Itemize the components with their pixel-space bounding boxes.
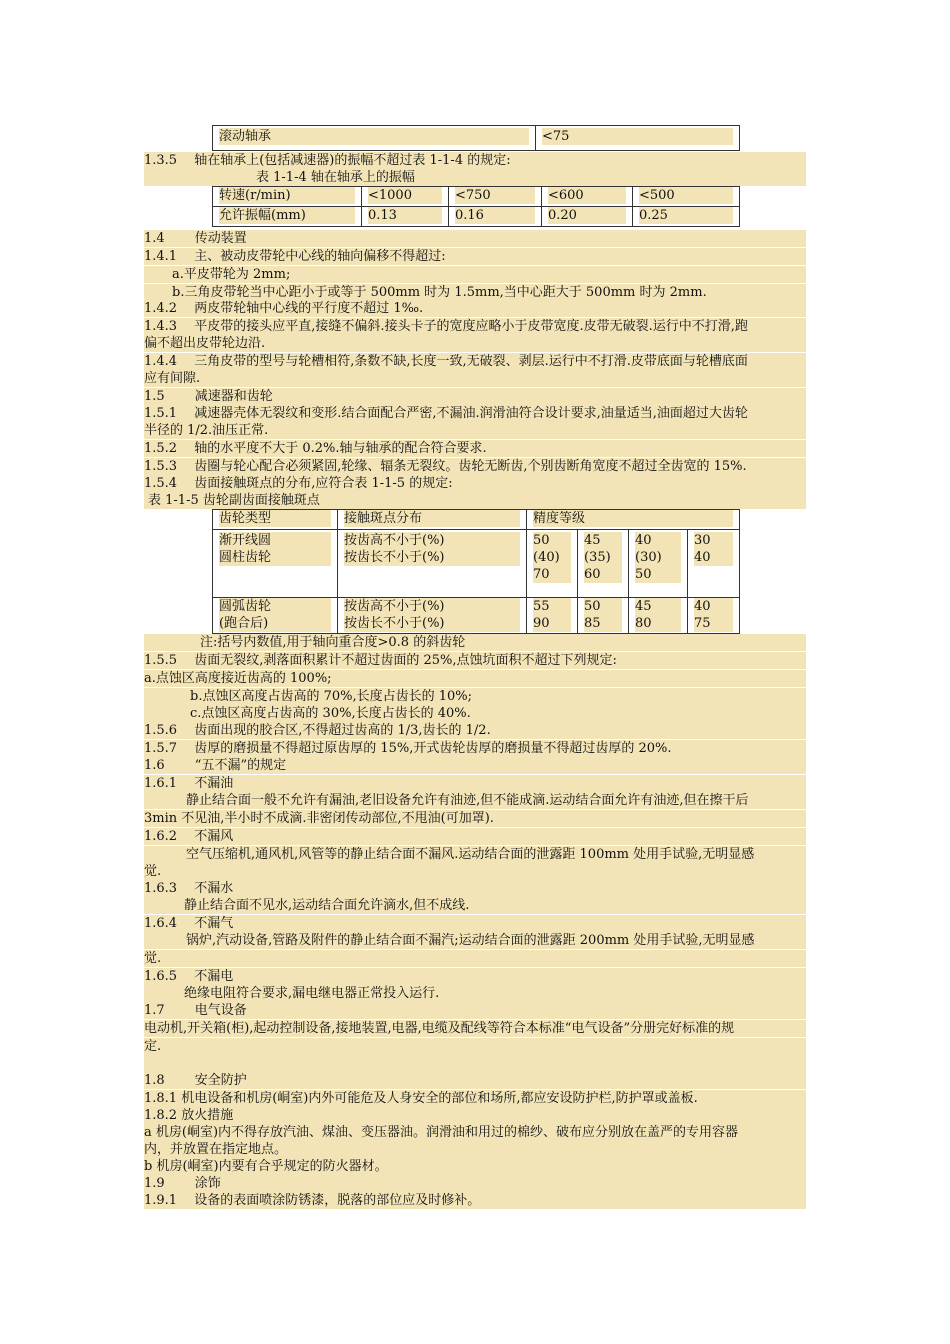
table-cell-text: 50 <box>584 598 622 615</box>
table-header-text: 齿轮类型 <box>219 510 331 527</box>
table-cell <box>542 207 633 227</box>
paragraph-line: a.点蚀区高度接近齿高的 100%; <box>144 670 806 687</box>
table-cell-text: 转速(r/min) <box>219 187 355 204</box>
table-cell <box>633 187 740 207</box>
table-cell-text: 90 <box>533 615 571 632</box>
table-cell <box>362 187 449 207</box>
table-header <box>527 510 740 530</box>
heading-1-6: 1.6 “五不漏”的规定 <box>144 757 806 774</box>
table-cell <box>338 530 527 598</box>
table-cell-text: 40 <box>635 532 681 549</box>
table-cell-text: 0.13 <box>368 207 442 224</box>
paragraph-line: c.点蚀区高度占齿高的 30%,长度占齿长的 40%. <box>144 705 806 722</box>
table-cell-text: 按齿长不小于(%) <box>344 615 520 632</box>
paragraph-line: 1.8.1 机电设备和机房(峒室)内外可能危及人身安全的部位和场所,都应安设防护栏,防护罩或盖板. <box>144 1090 806 1107</box>
paragraph-line: 3min 不见油,半小时不成滴.非密闭传动部位,不甩油(可加罩). <box>144 810 806 827</box>
table-cell <box>536 126 740 151</box>
table-cell <box>213 126 536 151</box>
heading-1-6-5: 1.6.5 不漏电 <box>144 968 806 985</box>
paragraph-line: 空气压缩机,通风机,风管等的静止结合面不漏风.运动结合面的泄露距 100mm 处用手试验,无明显感 <box>144 846 806 863</box>
table-cell <box>578 598 629 634</box>
table-cell-text: 85 <box>584 615 622 632</box>
paragraph-line: 1.4.1 主、被动皮带轮中心线的轴向偏移不得超过: <box>144 248 806 265</box>
paragraph-line: a 机房(峒室)内不得存放汽油、煤油、变压器油。润滑油和用过的棉纱、破布应分别放在盖严的专用容器 <box>144 1124 806 1141</box>
heading-1-7: 1.7 电气设备 <box>144 1002 806 1019</box>
table-bearing-row <box>212 125 740 151</box>
paragraph-line: 1.4.3 平皮带的接头应平直,接缝不偏斜.接头卡子的宽度应略小于皮带宽度.皮带无破裂.运行中不打滑,跑 <box>144 318 806 335</box>
table-cell-text: 0.16 <box>455 207 535 224</box>
table-cell-text: 30 <box>694 532 733 549</box>
table-cell-text: 70 <box>533 566 571 583</box>
table-cell <box>449 187 542 207</box>
table-cell-text: <750 <box>455 187 535 204</box>
table-cell <box>688 530 740 598</box>
paragraph-line: 1.5.2 轴的水平度不大于 0.2%.轴与轴承的配合符合要求. <box>144 440 806 457</box>
paragraph-line: 1.4.2 两皮带轮轴中心线的平行度不超过 1‰. <box>144 300 806 317</box>
heading-1-4: 1.4 传动装置 <box>144 230 806 247</box>
paragraph-line: 内，并放置在指定地点。 <box>144 1141 806 1158</box>
heading-1-8-2: 1.8.2 放火措施 <box>144 1107 806 1124</box>
table-cell <box>449 207 542 227</box>
table-cell-text: 60 <box>584 566 622 583</box>
paragraph-line: b 机房(峒室)内要有合乎规定的防火器材。 <box>144 1158 806 1175</box>
table-cell-text: 渐开线圆 <box>219 532 331 549</box>
paragraph-line: 1.5.6 齿面出现的胶合区,不得超过齿高的 1/3,齿长的 1/2. <box>144 722 806 739</box>
paragraph-line: 绝缘电阻符合要求,漏电继电器正常投入运行. <box>144 985 806 1002</box>
table-cell <box>578 530 629 598</box>
paragraph-line: 偏不超出皮带轮边沿. <box>144 335 806 352</box>
table-cell <box>213 207 362 227</box>
table-cell-text: 0.25 <box>639 207 733 224</box>
paragraph-line: 觉. <box>144 863 806 880</box>
table-cell-text: 圆弧齿轮 <box>219 598 331 615</box>
paragraph-line: 1.5.3 齿圈与轮心配合必须紧固,轮缘、辐条无裂纹。齿轮无断齿,个别齿断角宽度不超过全齿宽的 15%. <box>144 458 806 475</box>
table-cell-text: 40 <box>694 549 733 566</box>
table-cell-text: (30) <box>635 549 681 566</box>
heading-1-6-3: 1.6.3 不漏水 <box>144 880 806 897</box>
table-cell-text: 55 <box>533 598 571 615</box>
table-cell-text: 按齿长不小于(%) <box>344 549 520 566</box>
table-cell <box>213 598 338 634</box>
paragraph-line: b.点蚀区高度占齿高的 70%,长度占齿长的 10%; <box>144 688 806 705</box>
paragraph-line: 觉. <box>144 950 806 967</box>
paragraph-line: 静止结合面一般不允许有漏油,老旧设备允许有油迹,但不能成滴.运动结合面允许有油迹,但在擦干后 <box>144 792 806 809</box>
table-note: 注:括号内数值,用于轴向重合度>0.8 的斜齿轮 <box>144 634 806 651</box>
table-1-1-4 <box>212 186 740 227</box>
heading-1-6-1: 1.6.1 不漏油 <box>144 775 806 792</box>
table-cell <box>527 598 578 634</box>
paragraph-line: 静止结合面不见水,运动结合面允许滴水,但不成线. <box>144 897 806 914</box>
paragraph-line: 1.4.4 三角皮带的型号与轮槽相符,条数不缺,长度一致,无破裂、剥层.运行中不打滑.皮带底面与轮槽底面 <box>144 353 806 370</box>
paragraph-line: 1.5.4 齿面接触斑点的分布,应符合表 1-1-5 的规定: <box>144 475 806 492</box>
table-cell <box>213 187 362 207</box>
table-cell-text: 45 <box>635 598 681 615</box>
paragraph-line: 1.5.1 减速器壳体无裂纹和变形.结合面配合严密,不漏油.润滑油符合设计要求,油量适当,油面超过大齿轮 <box>144 405 806 422</box>
table-cell-text: <1000 <box>368 187 442 204</box>
paragraph-line: 锅炉,汽动设备,管路及附件的静止结合面不漏汽;运动结合面的泄露距 200mm 处用手试验,无明显感 <box>144 932 806 949</box>
table-cell-text: <500 <box>639 187 733 204</box>
table-cell <box>338 598 527 634</box>
table-cell-text: 50 <box>533 532 571 549</box>
table-1-1-4-title: 表 1-1-4 轴在轴承上的振幅 <box>144 169 806 186</box>
table-header-text: 接触斑点分布 <box>344 510 520 527</box>
table-cell-text: 80 <box>635 615 681 632</box>
table-cell-text: <75 <box>542 128 733 145</box>
table-cell-text: 0.20 <box>548 207 626 224</box>
table-cell-text: 45 <box>584 532 622 549</box>
table-header <box>213 510 338 530</box>
table-1-1-5-title: 表 1-1-5 齿轮副齿面接触斑点 <box>144 492 806 509</box>
table-cell-text: <600 <box>548 187 626 204</box>
paragraph-line: 1.9.1 设备的表面喷涂防锈漆，脱落的部位应及时修补。 <box>144 1192 806 1209</box>
heading-1-6-4: 1.6.4 不漏气 <box>144 915 806 932</box>
table-cell-text: 允许振幅(mm) <box>219 207 355 224</box>
heading-1-6-2: 1.6.2 不漏风 <box>144 828 806 845</box>
table-cell <box>629 598 688 634</box>
table-cell <box>688 598 740 634</box>
paragraph-line: 应有间隙. <box>144 370 806 387</box>
section-1-3-5: 1.3.5 轴在轴承上(包括减速器)的振幅不超过表 1-1-4 的规定: <box>144 152 806 169</box>
paragraph-line: 定. <box>144 1038 806 1055</box>
heading-1-5: 1.5 减速器和齿轮 <box>144 388 806 405</box>
table-cell-text: 按齿高不小于(%) <box>344 598 520 615</box>
paragraph-line: a.平皮带轮为 2mm; <box>144 266 806 283</box>
paragraph-line: 电动机,开关箱(柜),起动控制设备,接地装置,电器,电缆及配线等符合本标准“电气设备”分册完好标准的规 <box>144 1020 806 1037</box>
table-cell <box>629 530 688 598</box>
table-cell-text: 滚动轴承 <box>219 128 529 145</box>
table-header <box>338 510 527 530</box>
table-cell <box>213 530 338 598</box>
table-cell-text: (35) <box>584 549 622 566</box>
paragraph-line: 半径的 1/2.油压正常. <box>144 422 806 439</box>
table-cell-text: 75 <box>694 615 733 632</box>
heading-1-8: 1.8 安全防护 <box>144 1072 806 1089</box>
blank-line <box>144 1055 806 1072</box>
table-cell <box>527 530 578 598</box>
table-1-1-5 <box>212 509 740 634</box>
paragraph-line: 1.5.5 齿面无裂纹,剥落面积累计不超过齿面的 25%,点蚀坑面积不超过下列规定: <box>144 652 806 669</box>
table-cell <box>362 207 449 227</box>
table-cell-text: 按齿高不小于(%) <box>344 532 520 549</box>
paragraph-line: 1.5.7 齿厚的磨损量不得超过原齿厚的 15%,开式齿轮齿厚的磨损量不得超过齿厚的 20%. <box>144 740 806 757</box>
heading-1-9: 1.9 涂饰 <box>144 1175 806 1192</box>
paragraph-line: b.三角皮带轮当中心距小于或等于 500mm 时为 1.5mm,当中心距大于 500mm 时为 2mm. <box>144 284 806 301</box>
table-cell-text: 50 <box>635 566 681 583</box>
table-cell <box>633 207 740 227</box>
table-header-text: 精度等级 <box>533 510 733 527</box>
table-cell <box>542 187 633 207</box>
table-cell-text: 40 <box>694 598 733 615</box>
table-cell-text: (跑合后) <box>219 615 331 632</box>
table-cell-text: (40) <box>533 549 571 566</box>
table-cell-text: 圆柱齿轮 <box>219 549 331 566</box>
